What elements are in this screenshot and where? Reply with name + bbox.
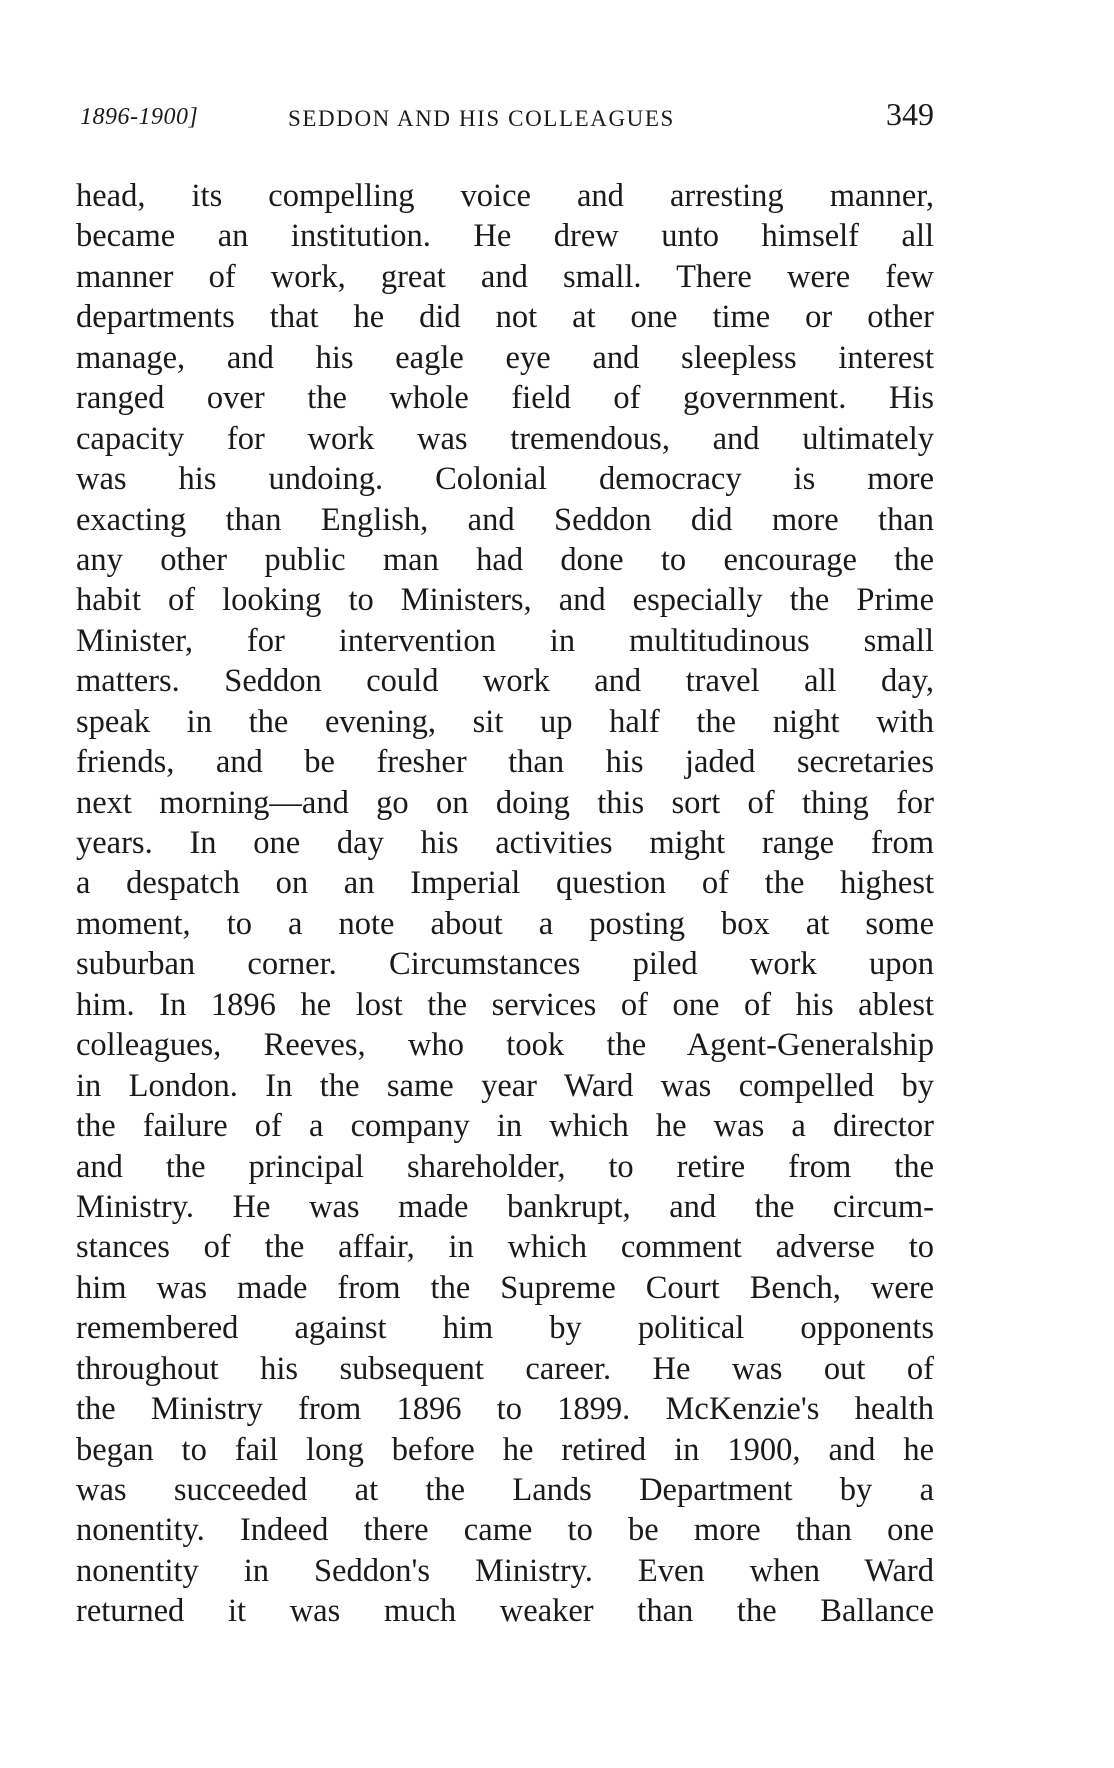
text-line: was succeeded at the Lands Department by a: [76, 1472, 934, 1508]
page-number: 349: [886, 96, 934, 132]
text-line: departments that he did not at one time or other: [76, 299, 934, 336]
text-line: next morning—and go on doing this sort of thing for: [76, 784, 934, 821]
text-line: and the principal shareholder, to retire from the: [76, 1148, 934, 1185]
text-line: a despatch on an Imperial question of the highest: [76, 865, 934, 902]
text-line: Ministry. He was made bankrupt, and the circum-: [76, 1188, 934, 1225]
text-line: nonentity. Indeed there came to be more than one: [76, 1512, 934, 1549]
text-line: manage, and his eagle eye and sleepless interest: [76, 339, 934, 376]
text-line: the Ministry from 1896 to 1899. McKenzie's health: [76, 1391, 934, 1428]
text-line: manner of work, great and small. There were few: [76, 258, 934, 295]
text-line: head, its compelling voice and arresting manner,: [76, 178, 934, 214]
text-line: years. In one day his activities might range from: [76, 825, 934, 861]
text-line: suburban corner. Circumstances piled work upon: [76, 946, 934, 983]
text-line: the failure of a company in which he was a director: [76, 1108, 934, 1145]
running-header: [80, 96, 934, 140]
text-line: in London. In the same year Ward was compelled by: [76, 1067, 934, 1104]
text-line: ranged over the whole field of government. His: [76, 380, 934, 417]
text-line: matters. Seddon could work and travel all day,: [76, 663, 934, 700]
text-line: exacting than English, and Seddon did more than: [76, 501, 934, 538]
text-line: remembered against him by political opponents: [76, 1310, 934, 1347]
text-line: colleagues, Reeves, who took the Agent-Generalship: [76, 1027, 934, 1064]
header-year-range: 1896-1900]: [80, 104, 199, 130]
text-line: habit of looking to Ministers, and especially the Prime: [76, 582, 934, 619]
text-line: became an institution. He drew unto himself all: [76, 218, 934, 255]
text-line: speak in the evening, sit up half the night with: [76, 703, 934, 740]
text-line: moment, to a note about a posting box at some: [76, 905, 934, 942]
text-line: stances of the affair, in which comment adverse to: [76, 1229, 934, 1266]
text-line: was his undoing. Colonial democracy is more: [76, 461, 934, 498]
text-line: friends, and be fresher than his jaded secretaries: [76, 744, 934, 781]
body-text: [76, 176, 934, 1632]
text-line: throughout his subsequent career. He was out of: [76, 1350, 934, 1387]
running-title: SEDDON AND HIS COLLEAGUES: [288, 106, 675, 131]
text-line: nonentity in Seddon's Ministry. Even when Ward: [76, 1552, 934, 1589]
text-line: him was made from the Supreme Court Bench, were: [76, 1269, 934, 1306]
text-line: returned it was much weaker than the Ballance: [76, 1593, 934, 1630]
text-line: began to fail long before he retired in 1900, and he: [76, 1431, 934, 1468]
text-line: Minister, for intervention in multitudinous small: [76, 622, 934, 659]
text-line: him. In 1896 he lost the services of one of his ablest: [76, 986, 934, 1023]
text-line: capacity for work was tremendous, and ultimately: [76, 420, 934, 457]
text-line: any other public man had done to encourage the: [76, 541, 934, 578]
